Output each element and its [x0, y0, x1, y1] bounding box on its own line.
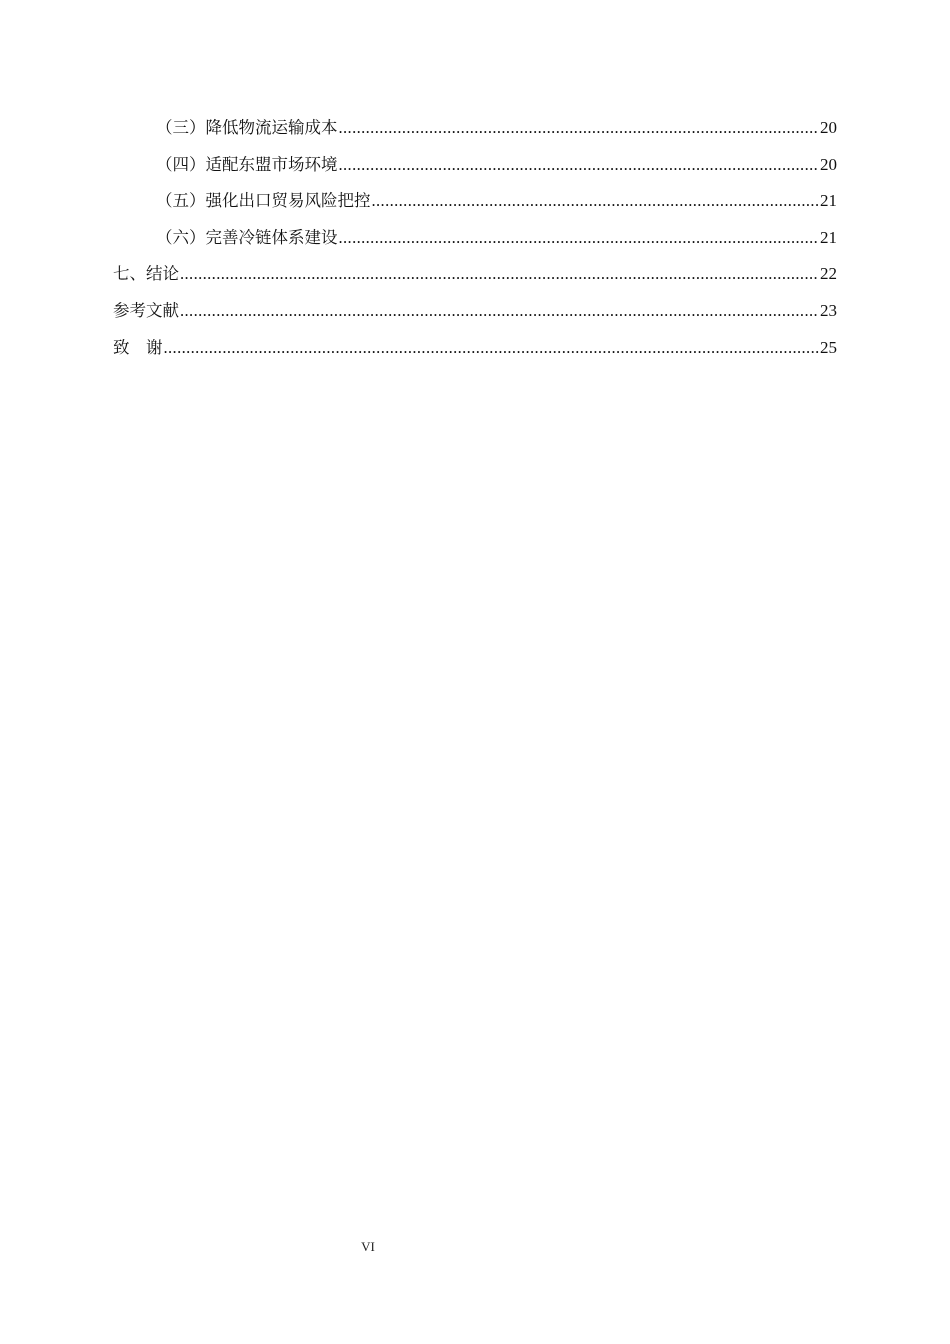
toc-entry-page: 23: [820, 300, 837, 320]
toc-entry-title: 七、结论: [113, 264, 179, 284]
toc-entry-page: 21: [820, 191, 837, 211]
table-of-contents: [0, 114, 950, 370]
toc-entry[interactable]: [0, 260, 950, 297]
toc-entry-title: （三）降低物流运输成本: [156, 118, 338, 137]
toc-entry-title: 致 谢: [113, 337, 163, 357]
toc-dot-leader: [164, 338, 820, 358]
toc-dot-leader: [180, 301, 819, 321]
toc-entry-title: （五）强化出口贸易风险把控: [156, 191, 371, 211]
toc-entry-title: 参考文献: [113, 300, 179, 320]
page-number: VI: [361, 1239, 375, 1254]
toc-entry-page: 20: [820, 154, 837, 174]
toc-entry[interactable]: [0, 334, 950, 371]
toc-entry-page: 21: [820, 227, 837, 247]
toc-dot-leader: [339, 228, 820, 248]
toc-entry[interactable]: [0, 187, 950, 224]
toc-entry-page: 25: [820, 337, 837, 357]
toc-entry[interactable]: [0, 151, 950, 188]
toc-dot-leader: [339, 155, 820, 175]
toc-dot-leader: [372, 191, 820, 211]
toc-entry-page: 22: [820, 264, 837, 284]
toc-entry[interactable]: [0, 297, 950, 334]
toc-entry[interactable]: [0, 114, 950, 151]
toc-entry-title: （六）完善冷链体系建设: [156, 227, 338, 247]
toc-entry-page: 20: [820, 118, 837, 137]
toc-entry[interactable]: [0, 224, 950, 261]
toc-dot-leader: [339, 118, 820, 138]
toc-dot-leader: [180, 264, 819, 284]
toc-entry-title: （四）适配东盟市场环境: [156, 154, 338, 174]
